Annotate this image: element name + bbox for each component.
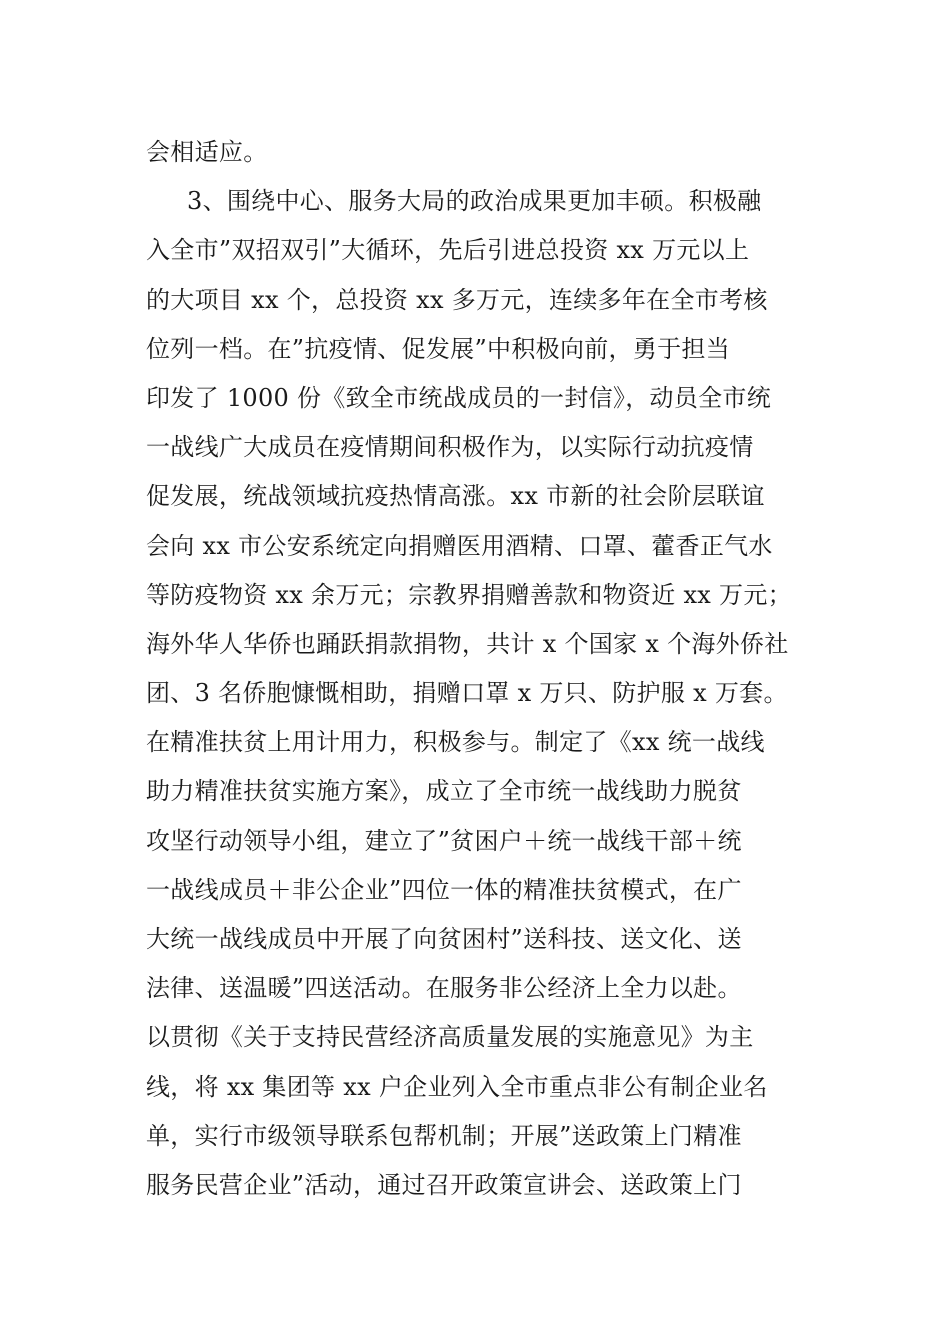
- text-line: 会相适应。: [146, 138, 268, 166]
- paragraph-start-line: 3、围绕中心、服务大局的政治成果更加丰硕。积极融: [187, 187, 762, 216]
- text-line: 的大项目 xx 个，总投资 xx 多万元，连续多年在全市考核: [146, 285, 768, 314]
- text-line: 法律、送温暖”四送活动。在服务非公经济上全力以赴。: [146, 974, 742, 1003]
- text-line: 助力精准扶贫实施方案》，成立了全市统一战线助力脱贫: [146, 777, 742, 806]
- text-line: 位列一档。在”抗疫情、促发展”中积极向前，勇于担当: [146, 334, 731, 363]
- text-line: 线，将 xx 集团等 xx 户企业列入全市重点非公有制企业名: [146, 1072, 768, 1101]
- text-line: 以贯彻《关于支持民营经济高质量发展的实施意见》为主: [146, 1023, 754, 1052]
- text-line: 等防疫物资 xx 余万元；宗教界捐赠善款和物资近 xx 万元；: [146, 580, 792, 609]
- text-line: 大统一战线成员中开展了向贫困村”送科技、送文化、送: [146, 925, 742, 953]
- text-line: 入全市”双招双引”大循环，先后引进总投资 xx 万元以上: [146, 236, 750, 265]
- text-line: 海外华人华侨也踊跃捐款捐物，共计 x 个国家 x 个海外侨社: [146, 629, 789, 658]
- body-text: [146, 128, 816, 1210]
- text-line: 促发展，统战领域抗疫热情高涨。xx 市新的社会阶层联谊: [146, 482, 765, 511]
- text-line: 会向 xx 市公安系统定向捐赠医用酒精、口罩、藿香正气水: [146, 531, 773, 560]
- text-line: 印发了 1000 份《致全市统战成员的一封信》，动员全市统: [146, 383, 772, 412]
- text-line: 在精准扶贫上用计用力，积极参与。制定了《xx 统一战线: [146, 728, 765, 757]
- text-line: 单，实行市级领导联系包帮机制；开展”送政策上门精准: [146, 1121, 742, 1150]
- text-line: 服务民营企业”活动，通过召开政策宣讲会、送政策上门: [146, 1170, 742, 1199]
- text-line: 一战线广大成员在疫情期间积极作为，以实际行动抗疫情: [146, 433, 754, 462]
- text-line: 攻坚行动领导小组，建立了”贫困户＋统一战线干部＋统: [146, 826, 742, 855]
- text-line: 一战线成员＋非公企业”四位一体的精准扶贫模式，在广: [146, 875, 742, 904]
- text-line: 团、3 名侨胞慷慨相助，捐赠口罩 x 万只、防护服 x 万套。: [146, 679, 788, 708]
